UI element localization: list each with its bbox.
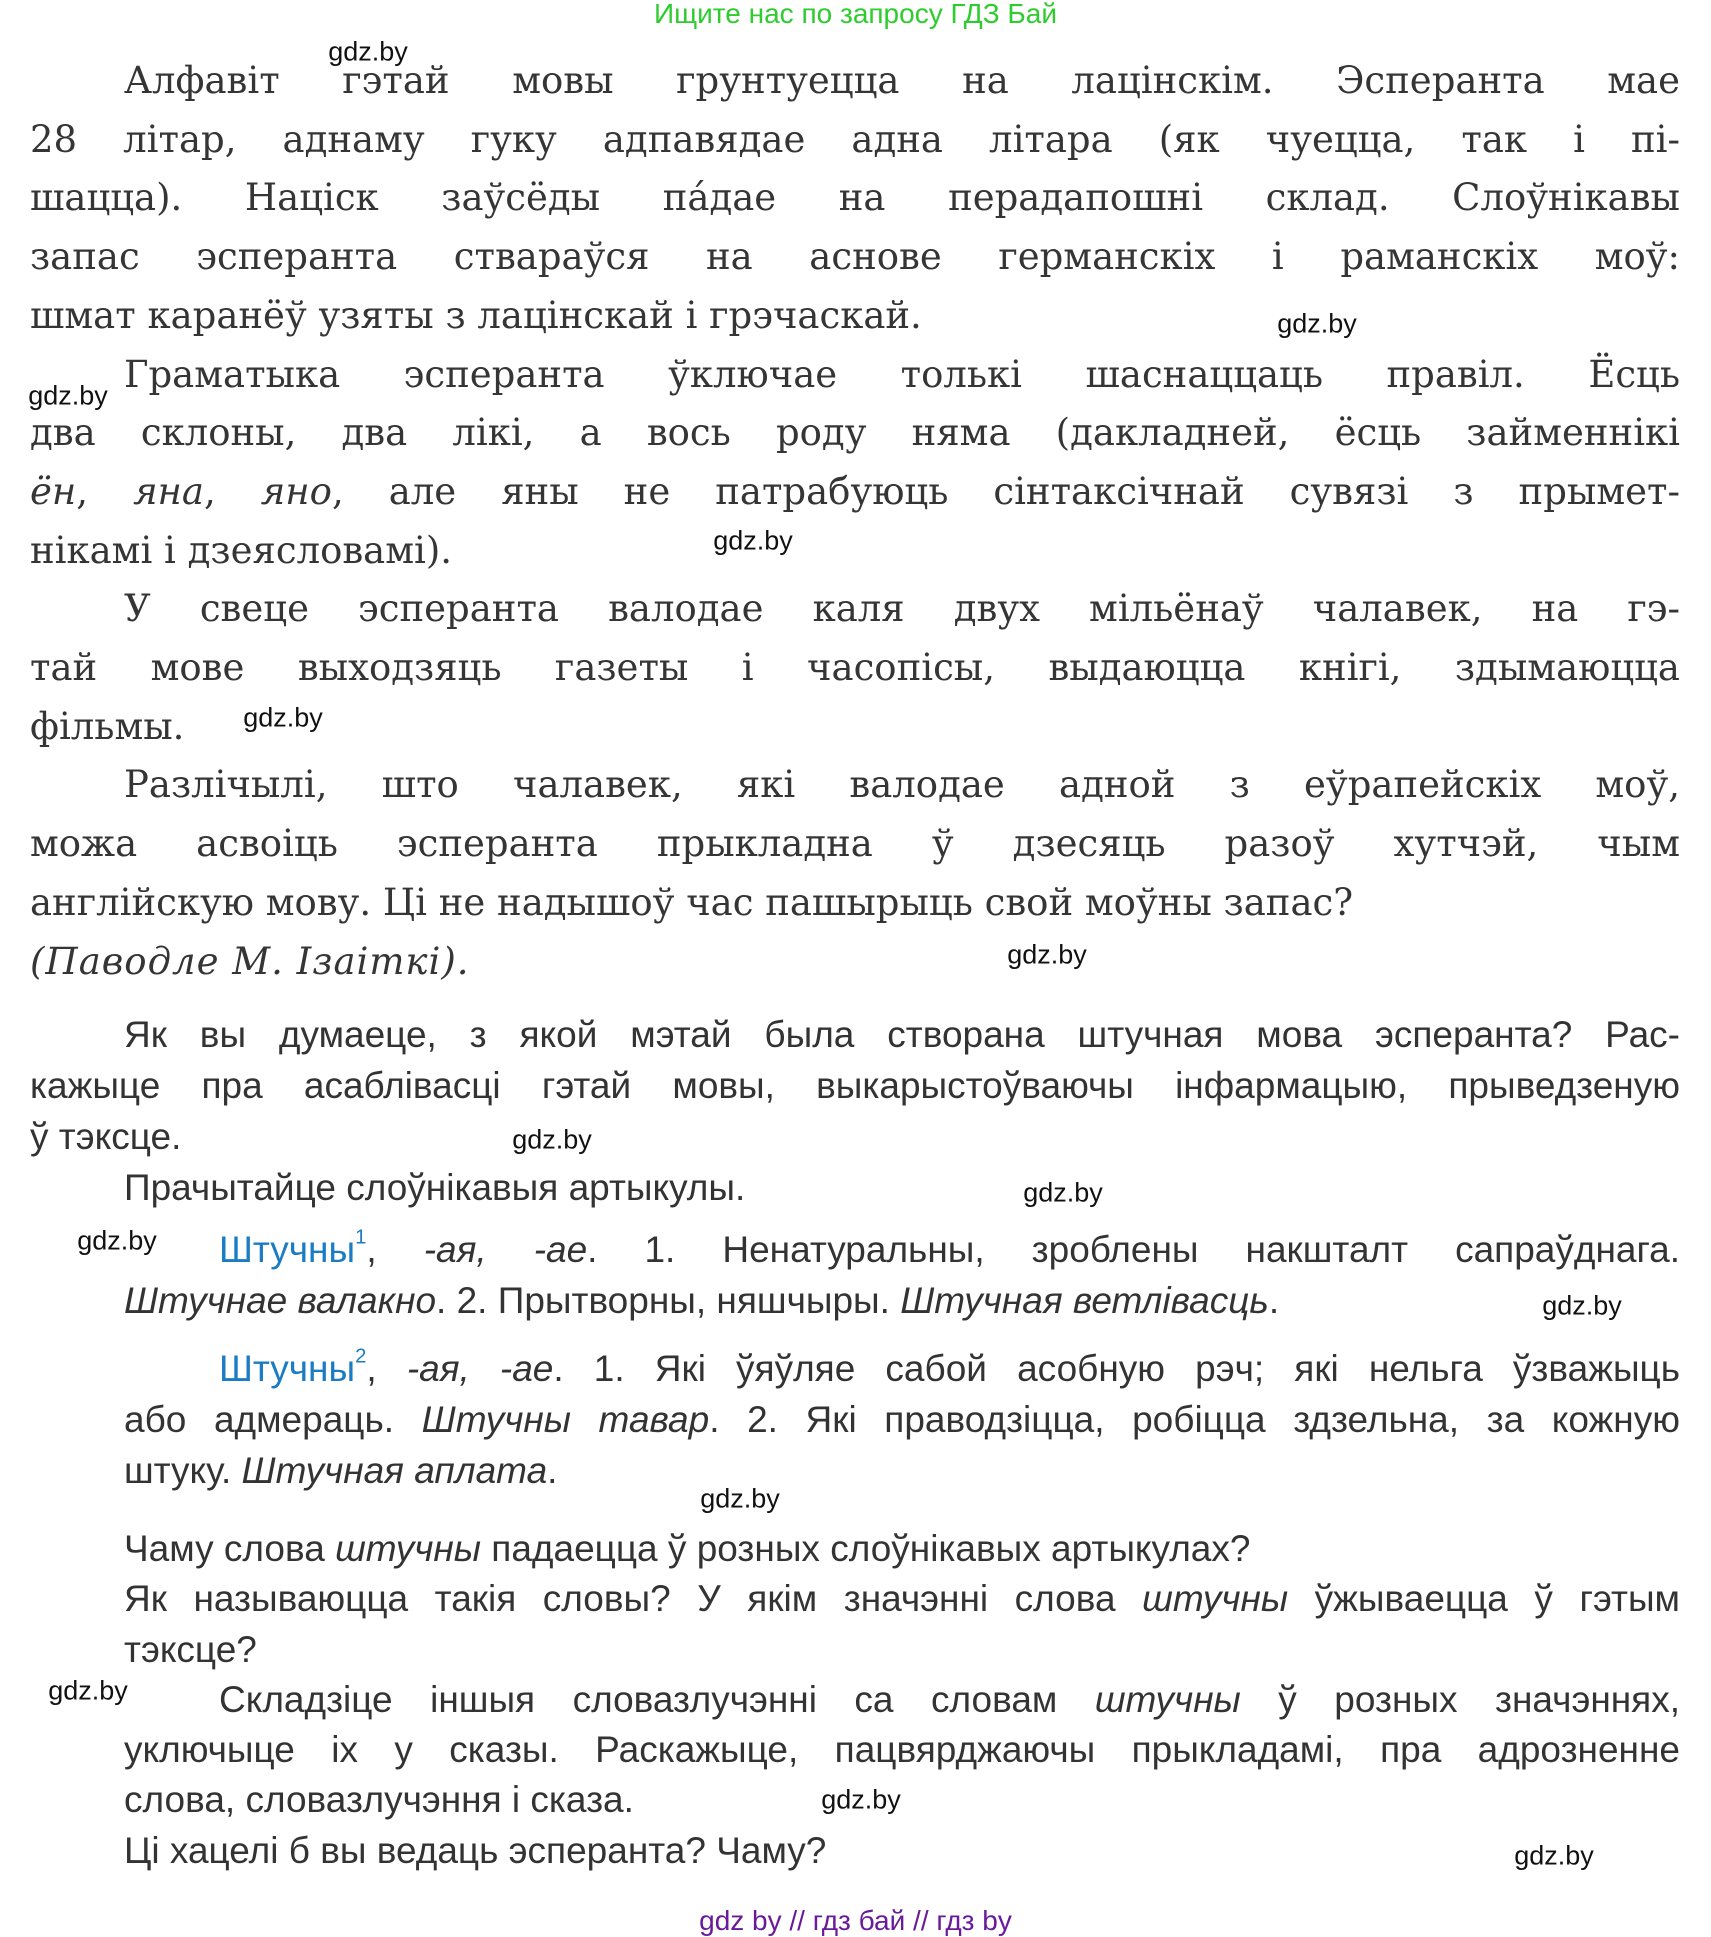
italic-text: штучны	[1142, 1578, 1289, 1620]
text-segment: Як называюцца такія словы? У якім значэнні слова	[124, 1578, 1143, 1620]
text-segment: кажыце пра асаблівасці гэтай мовы, выкарыстоўваючы інфармацыю, прыведзеную	[30, 1064, 1680, 1106]
text-line	[30, 580, 1680, 639]
text-line	[124, 1276, 1680, 1327]
text-segment: . 2. Які праводзіцца, робіцца здзельна, за кожную	[709, 1398, 1680, 1440]
headword: Штучны	[219, 1348, 356, 1389]
text-line	[124, 1725, 1680, 1775]
text-line	[30, 287, 1680, 346]
text-line	[30, 1061, 1680, 1112]
text-segment: , але яны не патрабуюць сінтаксічнай сувязі з прымет-	[331, 469, 1680, 513]
text-line	[30, 228, 1680, 287]
italic-text: Штучная аплата	[241, 1449, 548, 1491]
text-line	[124, 1344, 1680, 1395]
text-segment: шмат каранёў узяты з лацінскай і грэчаскай.	[30, 293, 922, 337]
text-segment: штуку.	[124, 1449, 242, 1491]
italic-text: яно	[260, 469, 332, 513]
text-line	[30, 111, 1680, 170]
text-segment: . 2. Прытворны, няшчыры.	[436, 1279, 901, 1321]
text-line	[30, 1010, 1680, 1061]
text-segment: два склоны, два лікі, а вось роду няма (дакладней, ёсць займеннікі	[30, 411, 1680, 455]
watermark: gdz.by	[1542, 1290, 1622, 1321]
text-segment: Граматыка эсперанта ўключае толькі шаснаццаць правіл. Ёсць	[124, 352, 1680, 396]
italic-text: -ая, -ае	[406, 1348, 554, 1389]
text-segment: уключыце іх у сказы. Раскажыце, пацвярджаючы прыкладамі, пра адрозненне	[124, 1729, 1680, 1771]
text-segment: нікамі і дзеясловамі).	[30, 528, 453, 572]
italic-text: Штучны тавар	[421, 1398, 710, 1440]
text-segment: можа асвоіць эсперанта прыкладна ў дзесяць разоў хутчэй, чым	[30, 822, 1680, 866]
watermark: gdz.by	[1007, 939, 1087, 970]
footer-banner: gdz by // гдз бай // гдз by	[699, 1905, 1012, 1936]
watermark: gdz.by	[512, 1124, 592, 1155]
italic-text: штучны	[1094, 1678, 1241, 1720]
text-line	[124, 1675, 1680, 1725]
text-line	[30, 522, 1680, 581]
text-line	[30, 346, 1680, 405]
paragraph	[30, 346, 1680, 581]
watermark: gdz.by	[713, 525, 793, 556]
text-segment: або адмераць.	[124, 1398, 422, 1440]
italic-text: яна	[133, 469, 204, 513]
text-segment: Чаму слова	[124, 1528, 336, 1569]
text-segment: ,	[366, 1229, 424, 1270]
text-line	[124, 1826, 1680, 1876]
italic-text: Штучная ветлівасць	[900, 1279, 1269, 1321]
read-instruction: Прачытайце слоўнікавыя артыкулы.	[124, 1167, 746, 1208]
italic-text: -ая, -ае	[423, 1229, 588, 1270]
watermark: gdz.by	[700, 1483, 780, 1514]
text-segment: . 1. Які ўяўляе сабой асобную рэч; які нельга ўзважыць	[553, 1348, 1681, 1389]
watermark: gdz.by	[48, 1675, 128, 1706]
text-line	[124, 1574, 1680, 1624]
text-segment: 28 літар, аднаму гуку адпавядае адна літара (як чуецца, так і пі-	[30, 117, 1680, 161]
text-segment: .	[547, 1449, 558, 1491]
text-segment: Як вы думаеце, з якой мэтай была створана штучная мова эсперанта? Рас-	[124, 1014, 1680, 1055]
question-5	[124, 1826, 1680, 1876]
text-line	[30, 639, 1680, 698]
text-segment: тэксце?	[124, 1628, 257, 1670]
text-segment: Разлічылі, што чалавек, які валодае адной з еўрапейскіх моў,	[124, 763, 1680, 807]
watermark: gdz.by	[1023, 1177, 1103, 1208]
text-segment: У свеце эсперанта валодае каля двух мільёнаў чалавек, на гэ-	[124, 587, 1680, 631]
text-line	[124, 1524, 1680, 1574]
italic-text: Штучнае валакно	[124, 1279, 437, 1321]
questions	[124, 1524, 1680, 1876]
text-segment: ў тэксце.	[30, 1115, 182, 1157]
watermark: gdz.by	[1277, 308, 1357, 339]
text-line	[124, 1446, 1680, 1497]
text-segment: запас эсперанта ствараўся на аснове германскіх і раманскіх моў:	[30, 235, 1680, 279]
text-line	[30, 756, 1680, 815]
text-segment: . 1. Ненатуральны, зроблены накшталт сапраўднага.	[587, 1229, 1680, 1270]
text-segment: фільмы.	[30, 704, 185, 748]
text-segment: ў розных значэннях,	[1240, 1678, 1680, 1720]
text-segment: ,	[204, 469, 261, 513]
header-banner: Ищите нас по запросу ГДЗ Бай	[653, 0, 1058, 29]
text-segment: ўжываецца ў гэтым	[1288, 1578, 1680, 1620]
question-2	[124, 1524, 1680, 1574]
watermark: gdz.by	[77, 1225, 157, 1256]
text-line	[124, 1775, 1680, 1825]
text-segment: Алфавіт гэтай мовы грунтуецца на лацінскім. Эсперанта мае	[124, 59, 1680, 102]
italic-text: штучны	[335, 1528, 482, 1569]
watermark: gdz.by	[1514, 1840, 1594, 1871]
text-line	[30, 52, 1680, 111]
text-segment: тай мове выходзяць газеты і часопісы, выдаюцца кнігі, здымаюцца	[30, 646, 1680, 690]
text-segment: ,	[76, 469, 134, 513]
text-line	[30, 169, 1680, 228]
question-4	[124, 1675, 1680, 1826]
headword: Штучны	[219, 1229, 356, 1270]
text-line	[124, 1225, 1680, 1276]
watermark: gdz.by	[243, 702, 323, 733]
text-segment: .	[1268, 1279, 1280, 1321]
question-1	[30, 1010, 1680, 1162]
text-line	[30, 815, 1680, 874]
paragraph	[30, 52, 1680, 346]
homonym-index: 2	[355, 1345, 367, 1368]
dictionary-entry-2	[124, 1344, 1680, 1496]
question-3	[124, 1574, 1680, 1675]
text-line	[30, 463, 1680, 522]
text-line	[124, 1395, 1680, 1446]
paragraph	[30, 756, 1680, 932]
text-segment: ,	[366, 1348, 407, 1389]
source-citation: (Паводле М. Ізаіткі).	[30, 939, 470, 983]
text-line	[124, 1625, 1680, 1675]
dictionary-entry-1	[124, 1225, 1680, 1327]
watermark: gdz.by	[28, 380, 108, 411]
text-line	[30, 1112, 1680, 1163]
watermark: gdz.by	[821, 1784, 901, 1815]
text-segment: Складзіце іншыя словазлучэнні са словам	[219, 1678, 1095, 1720]
text-line	[30, 874, 1680, 933]
text-segment: Ці хацелі б вы ведаць эсперанта? Чаму?	[124, 1829, 827, 1871]
watermark: gdz.by	[328, 36, 408, 67]
homonym-index: 1	[355, 1226, 367, 1249]
reading-text	[30, 52, 1680, 991]
italic-text: ён	[30, 469, 77, 513]
text-line	[30, 404, 1680, 463]
text-segment: падаецца ў розных слоўнікавых артыкулах?	[481, 1528, 1251, 1569]
text-segment: слова, словазлучэння і сказа.	[124, 1779, 634, 1821]
text-segment: англійскую мову. Ці не надышоў час пашырыць свой моўны запас?	[30, 880, 1354, 924]
text-segment: шацца). Націск заўсёды па́дае на перадапошні склад. Слоўнікавы	[30, 176, 1680, 220]
